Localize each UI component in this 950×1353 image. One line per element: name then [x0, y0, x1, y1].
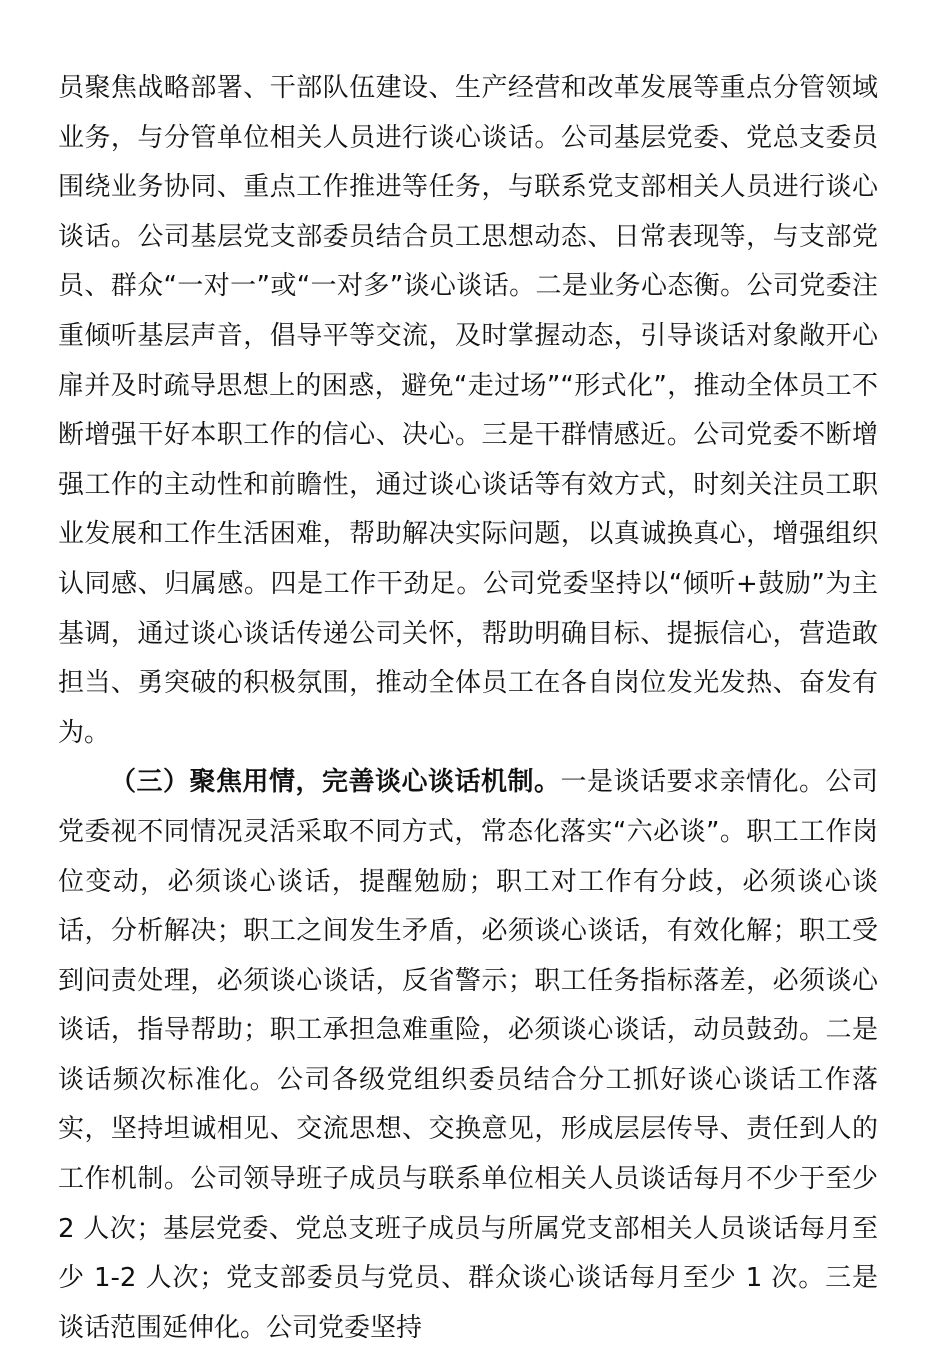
section-heading: （三）聚焦用情，完善谈心谈话机制。 [110, 767, 561, 798]
paragraph-1: 员聚焦战略部署、干部队伍建设、生产经营和改革发展等重点分管领域业务，与分管单位相关人员进行谈心谈话。公司基层党委、党总支委员围绕业务协同、重点工作推进等任务，与联系党支部相关人员进行谈心谈话。公司基层党支部委员结合员工思想动态、日常表现等，与支部党员、群众“一对一”或“一对多”谈心谈话。二是业务心态衡。公司党委注重倾听基层声音，倡导平等交流，及时掌握动态，引导谈话对象敞开心扉并及时疏导思想上的困惑，避免“走过场”“形式化”，推动全体员工不断增强干好本职工作的信心、决心。三是干群情感近。公司党委不断增强工作的主动性和前瞻性，通过谈心谈话等有效方式，时刻关注员工职业发展和工作生活困难，帮助解决实际问题，以真诚换真心，增强组织认同感、归属感。四是工作干劲足。公司党委坚持以“倾听+鼓励”为主基调，通过谈心谈话传递公司关怀，帮助明确目标、提振信心，营造敢担当、勇突破的积极氛围，推动全体员工在各自岗位发光发热、奋发有为。 [58, 73, 878, 748]
paragraph-2-body: 一是谈话要求亲情化。公司党委视不同情况灵活采取不同方式，常态化落实“六必谈”。职工工作岗位变动，必须谈心谈话，提醒勉励；职工对工作有分歧，必须谈心谈话，分析解决；职工之间发生矛盾，必须谈心谈话，有效化解；职工受到问责处理，必须谈心谈话，反省警示；职工任务指标落差，必须谈心谈话，指导帮助；职工承担急难重险，必须谈心谈话，动员鼓劲。二是谈话频次标准化。公司各级党组织委员结合分工抓好谈心谈话工作落实，坚持坦诚相见、交流思想、交换意见，形成层层传导、责任到人的工作机制。公司领导班子成员与联系单位相关人员谈话每月不少于至少 2 人次；基层党委、党总支班子成员与所属党支部相关人员谈话每月至少 1-2 人次；党支部委员与党员、群众谈心谈话每月至少 1 次。三是谈话范围延伸化。公司党委坚持 [58, 767, 878, 1343]
paragraph-2 [58, 758, 878, 1353]
document-page [58, 64, 878, 1353]
